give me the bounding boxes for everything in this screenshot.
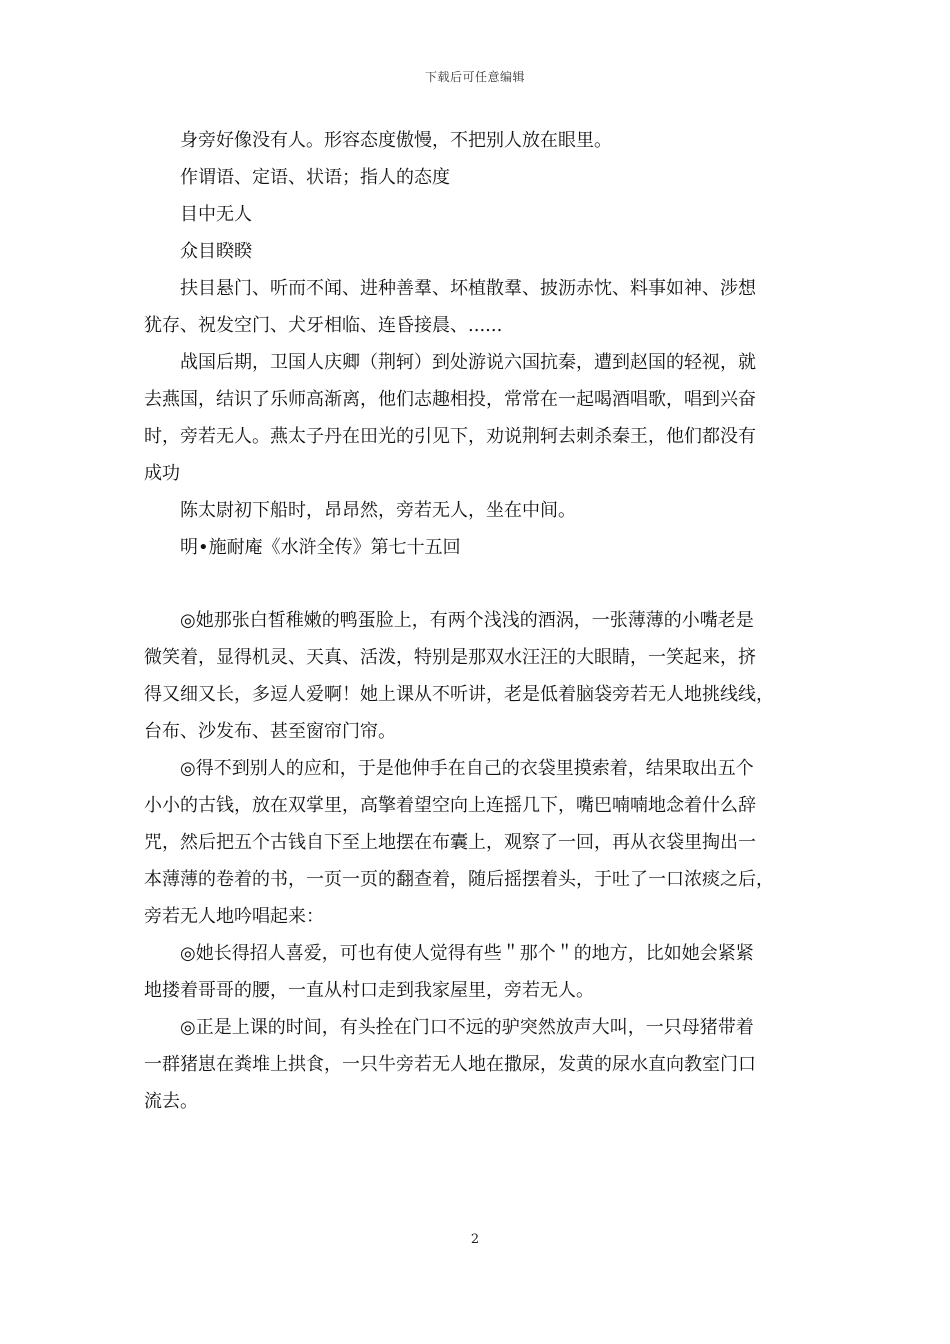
example-2-line-2: 小小的古钱，放在双掌里，高擎着望空向上连摇几下，嘴巴喃喃地念着什么辞 <box>144 795 756 816</box>
example-2-line-3: 咒，然后把五个古钱自下至上地摆在布囊上，观察了一回，再从衣袋里掏出一 <box>144 832 756 853</box>
related-words-line-2: 犹存、祝发空门、犬牙相临、连昏接晨、...... <box>144 315 503 336</box>
story-line-3: 时，旁若无人。燕太子丹在田光的引见下，劝说荆轲去刺杀秦王，他们都没有 <box>144 426 756 447</box>
related-words-line-1: 扶目悬门、听而不闻、进种善羣、坏植散羣、披沥赤忱、料事如神、涉想 <box>180 278 756 299</box>
example-1-line-4: 台布、沙发布、甚至窗帘门帘。 <box>144 721 396 742</box>
synonym-line: 目中无人 <box>180 204 252 225</box>
example-3-line-2: 地搂着哥哥的腰，一直从村口走到我家屋里，旁若无人。 <box>144 980 594 1001</box>
usage-line: 作谓语、定语、状语；指人的态度 <box>180 167 450 188</box>
example-3-line-1: ◎她长得招人喜爱，可也有使人觉得有些＂那个＂的地方，比如她会紧紧 <box>180 943 754 964</box>
antonym-line: 众目睽睽 <box>180 241 252 262</box>
example-2-line-1: ◎得不到别人的应和，于是他伸手在自己的衣袋里摸索着，结果取出五个 <box>180 758 754 779</box>
example-2-line-5: 旁若无人地吟唱起来： <box>144 906 324 927</box>
example-1-line-2: 微笑着，显得机灵、天真、活泼，特别是那双水汪汪的大眼睛，一笑起来，挤 <box>144 647 756 668</box>
example-4-line-3: 流去。 <box>144 1091 198 1112</box>
source-line: 明•施耐庵《水浒全传》第七十五回 <box>180 537 461 558</box>
story-line-4: 成功 <box>144 463 180 484</box>
page-header: 下载后可任意编辑 <box>424 70 525 84</box>
definition-line: 身旁好像没有人。形容态度傲慢，不把别人放在眼里。 <box>180 130 612 151</box>
example-2-line-4: 本薄薄的卷着的书，一页一页的翻查着，随后摇摆着头，于吐了一口浓痰之后， <box>144 869 774 890</box>
example-1-line-3: 得又细又长，多逗人爱啊！她上课从不听讲，老是低着脑袋旁若无人地挑线线， <box>144 684 774 705</box>
example-4-line-1: ◎正是上课的时间，有头拴在门口不远的驴突然放声大叫，一只母猪带着 <box>180 1017 754 1038</box>
paragraph-gap <box>144 566 824 602</box>
quote-line: 陈太尉初下船时，昂昂然，旁若无人，坐在中间。 <box>180 500 576 521</box>
document-body <box>144 122 824 1120</box>
story-line-2: 去燕国，结识了乐师高渐离，他们志趣相投，常常在一起喝酒唱歌，唱到兴奋 <box>144 389 756 410</box>
example-1-line-1: ◎她那张白皙稚嫩的鸭蛋脸上，有两个浅浅的酒涡，一张薄薄的小嘴老是 <box>180 610 754 631</box>
example-4-line-2: 一群猪崽在粪堆上拱食，一只牛旁若无人地在撒尿，发黄的尿水直向教室门口 <box>144 1054 756 1075</box>
story-line-1: 战国后期，卫国人庆卿（荆轲）到处游说六国抗秦，遭到赵国的轻视，就 <box>180 352 756 373</box>
page-number: 2 <box>470 1232 480 1247</box>
